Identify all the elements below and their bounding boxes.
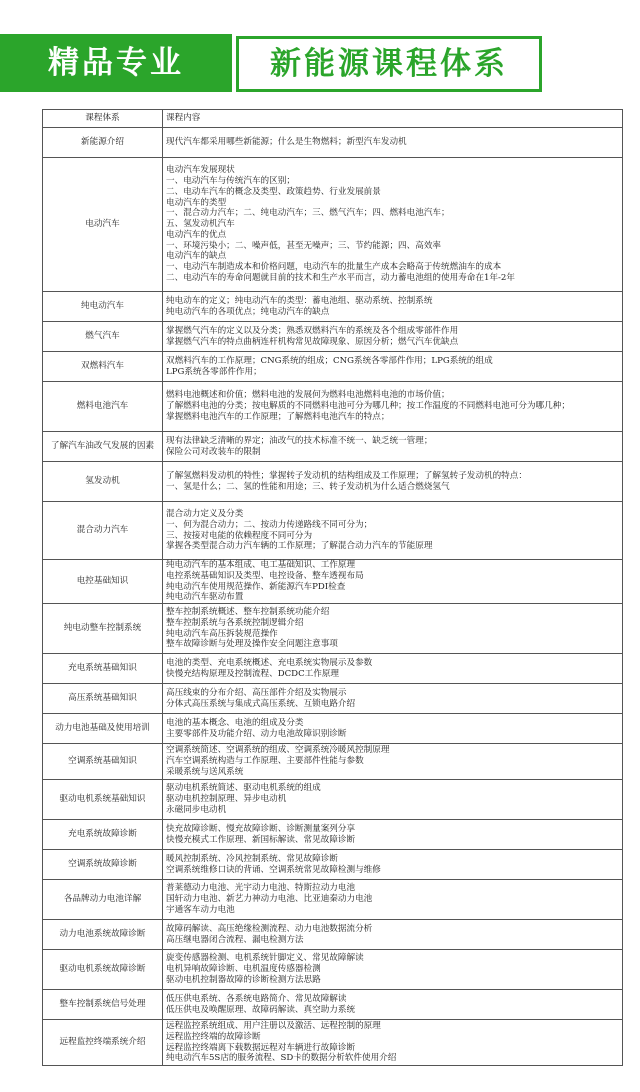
column-header-course-system: 课程体系 — [43, 110, 163, 128]
course-content-line: 了解氢燃料发动机的特性；掌握转子发动机的结构组成及工作原理；了解氢转子发动机的特点： — [166, 470, 527, 481]
course-content-line: 现有法律缺乏清晰的界定；油改气的技术标准不统一、缺乏统一管理； — [166, 435, 433, 446]
table-row — [43, 780, 623, 820]
course-content-line: 掌握燃气汽车的定义以及分类；熟悉双燃料汽车的系统及各个组成零部件作用 — [166, 325, 459, 336]
course-content-line: 燃料电池概述和价值；燃料电池的发展何为燃料电池燃料电池的市场价值； — [166, 390, 450, 401]
course-name-cell: 高压系统基础知识 — [43, 684, 163, 714]
table-row — [43, 820, 623, 850]
course-content-line: 纯电动汽车的基本组成、电工基础知识、工作原理 — [166, 560, 356, 571]
course-content-line: 二、电动汽车的寿命问题就目前的技术和生产水平而言，动力蓄电池组的使用寿命在1年-2年 — [166, 272, 515, 283]
course-content-line: 高压继电器闭合流程、漏电检测方法 — [166, 934, 304, 945]
course-content-line: 电池的基本概念、电池的组成及分类 — [166, 717, 304, 728]
course-content-line: 电机异响故障诊断、电机温度传感器检测 — [166, 964, 321, 975]
course-content-line: 空调系统简述、空调系统的组成、空调系统冷暖风控制原理 — [166, 745, 390, 756]
course-content-cell — [163, 920, 623, 950]
table-row — [43, 880, 623, 920]
course-content-line: 一、氢是什么；二、氢的性能和用途；三、转子发动机为什么适合燃烧氢气 — [166, 481, 450, 492]
table-row — [43, 432, 623, 462]
course-content-line: 整车控制系统与各系统控制逻辑介绍 — [166, 617, 304, 628]
course-content-cell — [163, 1020, 623, 1066]
table-row — [43, 322, 623, 352]
course-content-line: 电控系统基础知识及类型、电控设备、整车透视布局 — [166, 570, 364, 581]
course-name-cell: 电控基础知识 — [43, 560, 163, 604]
course-content-line: 整车控制系统概述、整车控制系统功能介绍 — [166, 607, 330, 618]
course-name-cell: 动力电池系统故障诊断 — [43, 920, 163, 950]
course-content-line: 远程监控终端的故障诊断 — [166, 1031, 261, 1042]
course-content-cell — [163, 744, 623, 780]
course-content-line: 电动汽车的优点 — [166, 229, 227, 240]
course-content-cell — [163, 128, 623, 158]
course-name-cell: 驱动电机系统故障诊断 — [43, 950, 163, 990]
course-content-line: 掌握燃料电池汽车的工作原理；了解燃料电池汽车的特点； — [166, 411, 390, 422]
course-content-line: 采暖系统与送风系统 — [166, 766, 244, 777]
column-header-course-content: 课程内容 — [163, 110, 623, 128]
table-row — [43, 744, 623, 780]
course-content-line: 纯电动汽车高压拆装规范操作 — [166, 628, 278, 639]
course-content-line: 驱动电机控制原理、异步电动机 — [166, 794, 287, 805]
course-name-cell: 燃气汽车 — [43, 322, 163, 352]
course-content-cell — [163, 322, 623, 352]
table-row — [43, 654, 623, 684]
course-content-line: 快充故障诊断、慢充故障诊断、诊断测量案列分享 — [166, 823, 356, 834]
table-row — [43, 128, 623, 158]
table-row — [43, 604, 623, 654]
course-content-line: 远程监控终端离下载数据远程对车辆进行故障诊断 — [166, 1042, 356, 1053]
course-name-cell: 充电系统基础知识 — [43, 654, 163, 684]
table-row — [43, 920, 623, 950]
course-content-line: 纯电动汽车驱动布置 — [166, 592, 244, 603]
course-name-cell: 氢发动机 — [43, 462, 163, 502]
course-name-cell: 整车控制系统信号处理 — [43, 990, 163, 1020]
course-content-line: 故障码解读、高压绝缘检测流程、动力电池数据流分析 — [166, 923, 373, 934]
banner-left-title: 精品专业 — [0, 34, 232, 92]
table-body — [43, 128, 623, 1066]
course-name-cell: 电动汽车 — [43, 158, 163, 292]
course-name-cell: 空调系统基础知识 — [43, 744, 163, 780]
course-content-cell — [163, 158, 623, 292]
table-row — [43, 502, 623, 560]
header-banner — [0, 34, 640, 92]
table-row — [43, 714, 623, 744]
course-content-cell — [163, 950, 623, 990]
course-content-line: 纯电动车的定义；纯电动汽车的类型：蓄电池组、驱动系统、控制系统 — [166, 295, 433, 306]
course-content-line: 普莱德动力电池、光宇动力电池、特斯拉动力电池 — [166, 883, 356, 894]
course-content-line: 纯电动汽车使用规范操作、新能源汽车PDI检查 — [166, 581, 346, 592]
course-name-cell: 燃料电池汽车 — [43, 382, 163, 432]
course-name-cell: 纯电动汽车 — [43, 292, 163, 322]
course-content-line: 一、混合动力汽车；二、纯电动汽车；三、燃气汽车；四、燃料电池汽车； — [166, 208, 450, 219]
course-content-cell — [163, 432, 623, 462]
course-content-line: 旋变传感器检测、电机系统针脚定义、常见故障解读 — [166, 953, 364, 964]
course-content-line: 一、电动汽车与传统汽车的区别； — [166, 176, 295, 187]
course-content-line: 双燃料汽车的工作原理；CNG系统的组成；CNG系统各零部件作用；LPG系统的组成 — [166, 355, 493, 366]
course-content-cell — [163, 780, 623, 820]
course-content-line: 空调系统维修口诀的背诵、空调系统常见故障检测与维修 — [166, 864, 381, 875]
course-name-cell: 远程监控终端系统介绍 — [43, 1020, 163, 1066]
course-content-cell — [163, 292, 623, 322]
course-content-line: 电动汽车发展现状 — [166, 165, 235, 176]
table-row — [43, 850, 623, 880]
course-content-cell — [163, 462, 623, 502]
course-content-cell — [163, 352, 623, 382]
course-content-cell — [163, 502, 623, 560]
course-content-line: 宇通客车动力电池 — [166, 904, 235, 915]
table-row — [43, 462, 623, 502]
table-row — [43, 950, 623, 990]
course-name-cell: 驱动电机系统基础知识 — [43, 780, 163, 820]
course-content-line: 主要零部件及功能介绍、动力电池故障识别诊断 — [166, 728, 347, 739]
course-content-line: 混合动力定义及分类 — [166, 509, 244, 520]
course-name-cell: 新能源介绍 — [43, 128, 163, 158]
banner-right-title: 新能源课程体系 — [236, 36, 542, 92]
course-content-line: 电动汽车的缺点 — [166, 251, 227, 262]
course-content-line: 永磁同步电动机 — [166, 804, 227, 815]
course-content-line: 驱动电机系统简述、驱动电机系统的组成 — [166, 783, 321, 794]
course-content-cell — [163, 604, 623, 654]
course-content-cell — [163, 880, 623, 920]
table-row — [43, 684, 623, 714]
course-content-line: 快慢充结构原理及控制流程、DCDC工作原理 — [166, 668, 340, 679]
course-content-line: 掌握燃气汽车的特点曲柄连杆机构常见故障现象、原因分析；燃气汽车优缺点 — [166, 336, 459, 347]
course-content-line: 快慢充模式工作原理、新国标解读、常见故障诊断 — [166, 834, 356, 845]
course-name-cell: 混合动力汽车 — [43, 502, 163, 560]
table-header-row — [43, 110, 623, 128]
course-content-line: 电池的类型、充电系统概述、充电系统实物展示及参数 — [166, 657, 373, 668]
course-content-line: LPG系统各零部件作用； — [166, 366, 262, 377]
course-content-line: 三、按接对电能的依赖程度不同可分为 — [166, 530, 313, 541]
course-content-line: 汽车空调系统构造与工作原理、主要部件性能与参数 — [166, 756, 364, 767]
course-content-line: 一、电动汽车制造成本和价格问题，电动汽车的批量生产成本会略高于传统燃油车的成本 — [166, 262, 502, 273]
table-row — [43, 352, 623, 382]
table-row — [43, 560, 623, 604]
course-name-cell: 充电系统故障诊断 — [43, 820, 163, 850]
course-name-cell: 空调系统故障诊断 — [43, 850, 163, 880]
course-content-cell — [163, 654, 623, 684]
course-content-cell — [163, 820, 623, 850]
course-content-cell — [163, 714, 623, 744]
course-name-cell: 动力电池基础及使用培训 — [43, 714, 163, 744]
course-content-line: 驱动电机控制器故障的诊断检测方法思路 — [166, 974, 321, 985]
course-content-line: 远程监控系统组成、用户注册以及激活、远程控制的原理 — [166, 1021, 381, 1032]
course-content-line: 二、电动车汽车的概念及类型、政策趋势、行业发展前景 — [166, 186, 381, 197]
course-content-line: 现代汽车都采用哪些新能源；什么是生物燃料；新型汽车发动机 — [166, 137, 407, 148]
course-content-cell — [163, 990, 623, 1020]
table-row — [43, 1020, 623, 1066]
course-table — [42, 109, 623, 1066]
course-content-line: 低压供电系统、各系统电路简介、常见故障解读 — [166, 993, 347, 1004]
course-content-cell — [163, 850, 623, 880]
course-content-line: 掌握各类型混合动力汽车辆的工作原理；了解混合动力汽车的节能原理 — [166, 541, 433, 552]
course-content-line: 分体式高压系统与集成式高压系统、互锁电路介绍 — [166, 698, 356, 709]
course-content-line: 五、氢发动机汽车 — [166, 219, 235, 230]
course-content-line: 整车故障诊断与处理及操作安全问题注意事项 — [166, 639, 338, 650]
table-row — [43, 158, 623, 292]
table-row — [43, 382, 623, 432]
course-name-cell: 了解汽车油改气发展的因素 — [43, 432, 163, 462]
course-content-cell — [163, 684, 623, 714]
course-content-line: 保险公司对改装车的限制 — [166, 446, 261, 457]
course-content-line: 一、环境污染小；二、噪声低，甚至无噪声；三、节约能源；四、高效率 — [166, 240, 442, 251]
course-content-line: 纯电动汽车的各项优点；纯电动汽车的缺点 — [166, 306, 330, 317]
course-name-cell: 双燃料汽车 — [43, 352, 163, 382]
course-content-line: 了解燃料电池的分类；按电解质的不同燃料电池可分为哪几种；按工作温度的不同燃料电池可分为哪几种； — [166, 401, 570, 412]
course-content-cell — [163, 560, 623, 604]
course-name-cell: 纯电动整车控制系统 — [43, 604, 163, 654]
course-content-line: 电动汽车的类型 — [166, 197, 227, 208]
course-content-line: 低压供电及唤醒原理、故障码解读、真空助力系统 — [166, 1004, 356, 1015]
course-name-cell: 各品牌动力电池详解 — [43, 880, 163, 920]
table-row — [43, 990, 623, 1020]
course-content-line: 一、何为混合动力；二、按动力传递路线不同可分为； — [166, 519, 373, 530]
table-row — [43, 292, 623, 322]
course-content-line: 高压线束的分布介绍、高压部件介绍及实物展示 — [166, 687, 347, 698]
course-content-cell — [163, 382, 623, 432]
course-content-line: 暖风控制系统、冷风控制系统、常见故障诊断 — [166, 853, 338, 864]
course-content-line: 纯电动汽车5S店的服务流程、SD卡的数据分析软件使用介绍 — [166, 1053, 397, 1064]
course-content-line: 国轩动力电池、新艺力神动力电池、比亚迪秦动力电池 — [166, 894, 373, 905]
